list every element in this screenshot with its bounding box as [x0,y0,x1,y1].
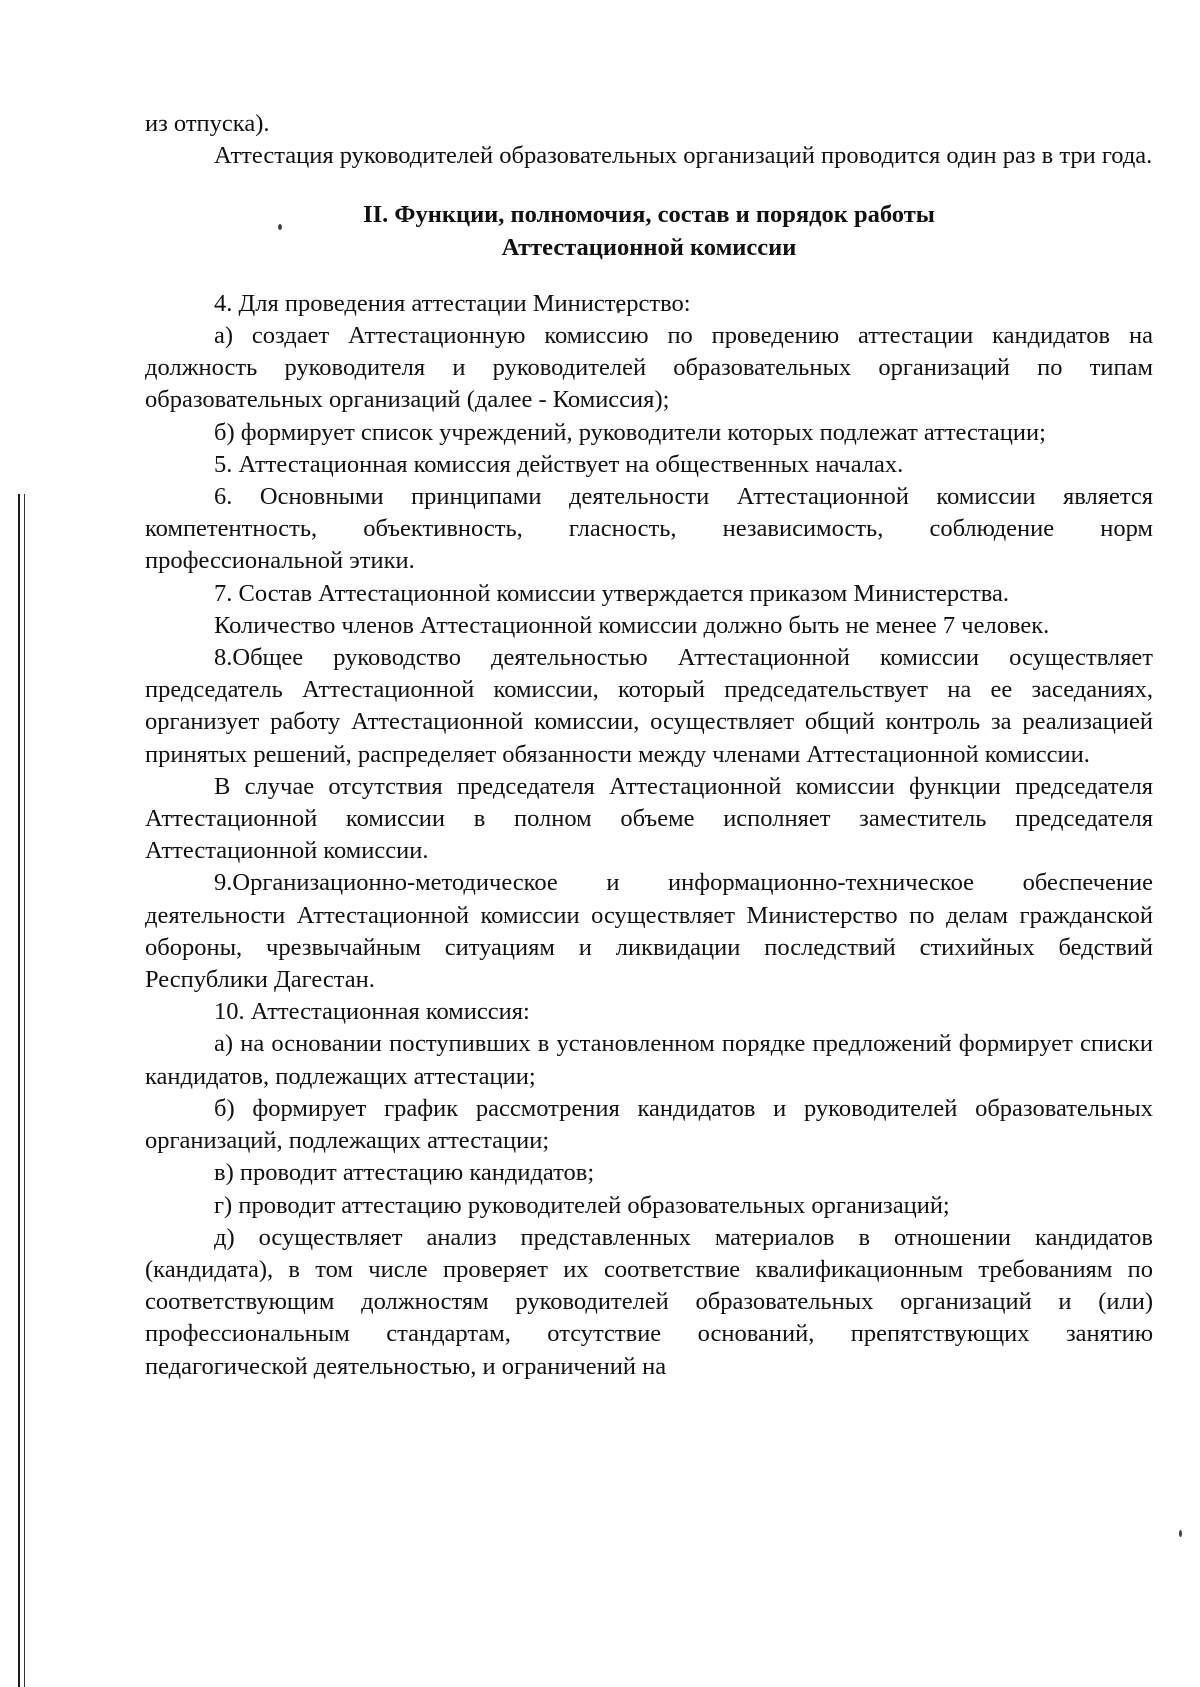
paragraph-8-deputy: В случае отсутствия председателя Аттестационной комиссии функции председателя Аттестационной комиссии в полном объеме исполняет заместитель председателя Аттестационной комиссии. [145,772,1153,865]
paragraph-6: 6. Основными принципами деятельности Аттестационной комиссии является компетентность, объективность, гласность, независимость, соблюдение норм профессиональной этики. [145,483,1153,575]
section-title-line-1: II. Функции, полномочия, состав и порядок работы [363,201,935,229]
paragraph-7-members: Количество членов Аттестационной комиссии должно быть не менее 7 человек. [214,611,1050,639]
paragraph-10v: в) проводит аттестацию кандидатов; [214,1159,595,1187]
section-title [145,199,1153,263]
paragraph-4: 4. Для проведения аттестации Министерство: [214,289,691,317]
paragraph-5: 5. Аттестационная комиссия действует на общественных началах. [214,450,904,478]
paragraph-7: 7. Состав Аттестационной комиссии утверждается приказом Министерства. [214,579,1010,607]
scan-speck [1179,1530,1182,1537]
paragraph-10b: б) формирует график рассмотрения кандидатов и руководителей образовательных организаций, подлежащих аттестации; [145,1094,1153,1155]
paragraph-4b: б) формирует список учреждений, руководители которых подлежат аттестации; [214,418,1046,446]
paragraph-10d: д) осуществляет анализ представленных материалов в отношении кандидатов (кандидата), в том числе проверяет их соответствие квалификационным требованиям по соответствующим должностям руководителей образовательных организаций и (или) профессиональным стандартам, отсутствие оснований, препятствующих занятию педагогической деятельностью, и ограничений на [145,1223,1153,1380]
paragraph-10a: а) на основании поступивших в установленном порядке предложений формирует списки кандидатов, подлежащих аттестации; [145,1030,1153,1090]
paragraph-4a: а) создает Аттестационную комиссию по проведению аттестации кандидатов на должность руководителя и руководителей образовательных организаций по типам образовательных организаций (далее - Комиссия); [145,322,1153,414]
opening-fragment: из отпуска). [145,110,270,137]
opening-paragraph: Аттестация руководителей образовательных организаций проводится один раз в три года. [214,142,1153,170]
document-body [145,108,1153,1383]
paragraph-10: 10. Аттестационная комиссия: [214,998,530,1026]
scan-binding-edge [18,494,20,1687]
scan-binding-edge-inner [24,494,25,1687]
paragraph-8: 8.Общее руководство деятельностью Аттестационной комиссии осуществляет председатель Аттестационной комиссии, который председательствует на ее заседаниях, организует работу Аттестационной комиссии, осуществляет общий контроль за реализацией принятых решений, распределяет обязанности между членами Аттестационной комиссии. [145,644,1153,768]
paragraph-9: 9.Организационно-методическое и информационно-техническое обеспечение деятельности Аттестационной комиссии осуществляет Министерство по делам гражданской обороны, чрезвычайным ситуациям и ликвидации последствий стихийных бедствий Республики Дагестан. [145,869,1153,994]
paragraph-10g: г) проводит аттестацию руководителей образовательных организаций; [214,1191,950,1219]
section-title-line-2: Аттестационной комиссии [501,233,797,261]
